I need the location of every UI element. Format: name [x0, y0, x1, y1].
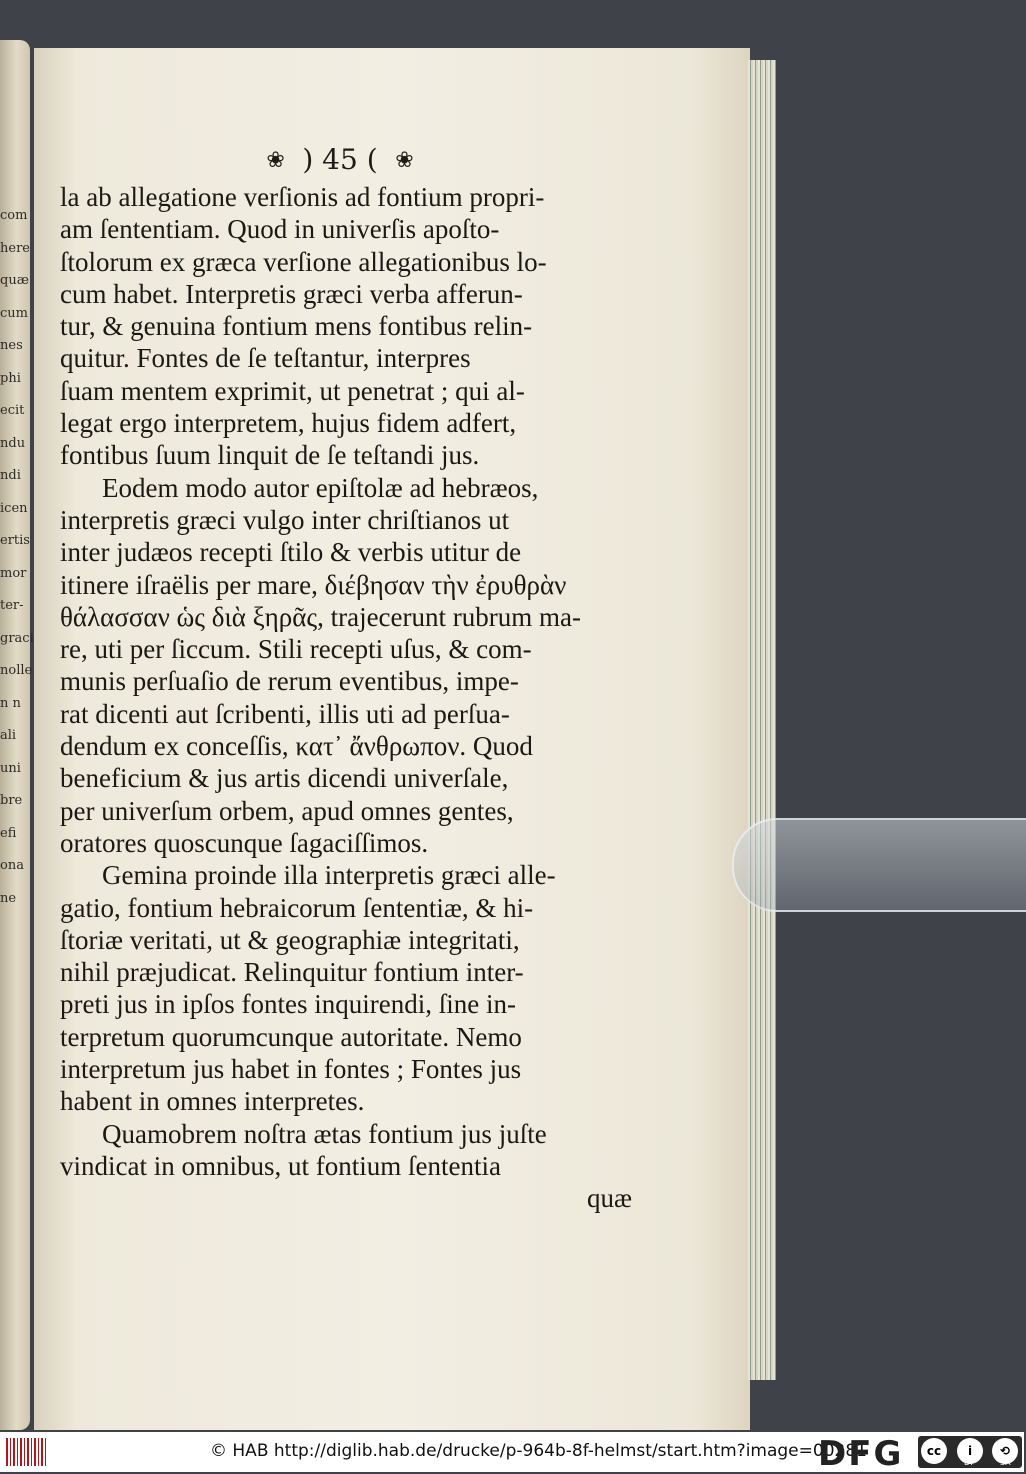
text-line: Gemina proinde illa interpretis græci alle- [102, 860, 556, 891]
text-line: terpretum quorumcunque autoritate. Nemo [60, 1021, 522, 1052]
page-number: ) 45 ( [302, 143, 378, 176]
viewer-footer [0, 1432, 1024, 1472]
text-line: oratores quoscunque ſagaciſſimos. [60, 827, 429, 858]
text-line: am ſententiam. Quod in univerſis apoſto- [60, 214, 500, 245]
previous-page-fragment: nes [0, 338, 23, 353]
sa-label: SA [1000, 1458, 1011, 1467]
text-line: inter judæos recepti ſtilo & verbis utitur de [60, 537, 522, 568]
text-line: Quamobrem noſtra ætas fontium jus juſte [102, 1118, 547, 1149]
text-line: interpretis græci vulgo inter chriſtianos ut [60, 504, 510, 535]
text-line: ſtoriæ veritati, ut & geographiæ integritati, [60, 924, 520, 955]
dfg-logo[interactable]: DFG [818, 1434, 904, 1474]
previous-page-fragment: ertis [0, 533, 30, 548]
text-line: rat dicenti aut ſcribenti, illis uti ad perſua- [60, 698, 510, 729]
text-line: gatio, fontium hebraicorum ſententiæ, & hi- [60, 892, 534, 923]
by-label: BY [964, 1458, 974, 1467]
text-line: ſuam mentem exprimit, ut penetrat ; qui al- [60, 375, 525, 406]
text-line: re, uti per ſiccum. Stili recepti uſus, & com- [60, 634, 532, 665]
text-line: beneficium & jus artis dicendi univerſale, [60, 763, 509, 794]
text-line: preti jus in ipſos fontes inquirendi, ſine in- [60, 989, 516, 1020]
left-ornament-icon: ❀ [266, 148, 285, 173]
text-line: Eodem modo autor epiſtolæ ad hebræos, [102, 472, 539, 503]
bookmark-strip [732, 818, 1026, 912]
previous-page-fragment: ndi [0, 468, 21, 483]
previous-page-fragment: icen [0, 500, 28, 516]
by-icon: i [957, 1438, 983, 1464]
text-line: θάλασσαν ὡς διὰ ξηρᾶς, trajecerunt rubrum ma- [60, 601, 581, 632]
catchword: quæ [586, 1183, 632, 1214]
previous-page-fragment: cum [0, 305, 28, 321]
hab-barcode-icon[interactable] [6, 1438, 46, 1466]
text-line: ſtolorum ex græca verſione allegationibus lo- [60, 246, 547, 277]
previous-page-fragment: ne [0, 890, 17, 906]
text-line: quitur. Fontes de ſe teſtantur, interpres [60, 343, 471, 374]
previous-page-fragment: ter- [0, 598, 24, 613]
previous-page-fragment: uni [0, 760, 21, 776]
previous-page-fragment: n n [0, 695, 21, 711]
previous-page-text [0, 200, 34, 915]
cc-icon: cc [921, 1438, 947, 1464]
running-head [230, 140, 450, 180]
previous-page-fragment: quæ [0, 273, 29, 288]
text-line: per univerſum orbem, apud omnes gentes, [60, 795, 514, 826]
previous-page-fragment: ecit [0, 403, 25, 418]
previous-page-fragment: ndu [0, 435, 26, 451]
cc-license-badge[interactable] [918, 1436, 1022, 1468]
page-edges [748, 60, 776, 1380]
previous-page-fragment: ali [0, 728, 17, 743]
previous-page-fragment: phi [0, 370, 21, 386]
right-ornament-icon: ❀ [395, 148, 414, 173]
text-line: nihil præjudicat. Relinquitur fontium inter- [60, 957, 524, 988]
text-line: legat ergo interpretem, hujus fidem adfert, [60, 408, 517, 439]
previous-page-fragment: bre [0, 793, 23, 808]
previous-page-fragment: com [0, 208, 28, 223]
sa-icon: ⟲ [992, 1438, 1018, 1464]
text-line: fontibus ſuum linquit de ſe teſtandi jus. [60, 440, 480, 471]
text-line: munis perſuaſio de rerum eventibus, impe- [60, 666, 519, 697]
previous-page-fragment: efi [0, 825, 17, 841]
previous-page-fragment: here [0, 240, 30, 256]
text-line: habent in omnes interpretes. [60, 1086, 365, 1117]
previous-page-fragment: ona [0, 858, 24, 873]
text-line: tur, & genuina fontium mens fontibus relin- [60, 311, 533, 342]
previous-page-fragment: nolle [0, 663, 33, 678]
previous-page-fragment: graci [0, 630, 34, 646]
text-line: la ab allegatione verſionis ad fontium propri- [60, 182, 545, 212]
previous-page-fragment: mor [0, 565, 27, 581]
copyright-link[interactable]: © HAB http://diglib.hab.de/drucke/p-964b-8f-helmst/start.htm?image=00281 [210, 1441, 867, 1461]
body-text [60, 181, 650, 1215]
text-line: cum habet. Interpretis græci verba afferun- [60, 278, 523, 309]
text-line: dendum ex conceſſis, κατ᾽ ἄνθρωπον. Quod [60, 731, 533, 762]
text-line: interpretum jus habet in fontes ; Fontes jus [60, 1054, 522, 1085]
previous-page-edge [0, 40, 34, 1430]
text-line: itinere iſraëlis per mare, διέβησαν τὴν ἐρυθρὰν [60, 569, 567, 600]
text-line: vindicat in omnibus, ut fontium ſententia [60, 1150, 501, 1181]
